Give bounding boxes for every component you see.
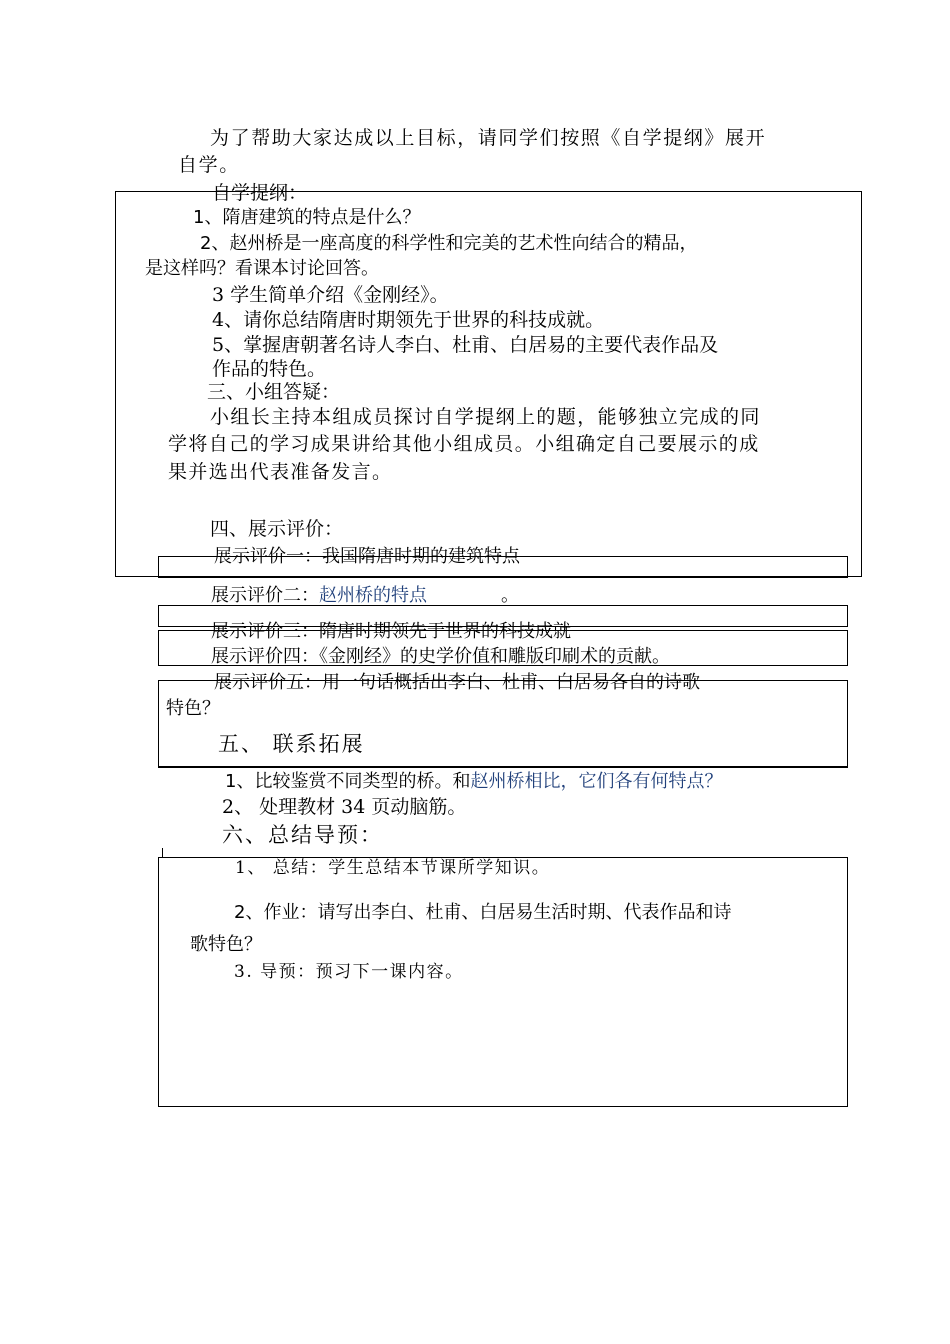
outline-question-3: 3 学生简单介绍《金刚经》。 <box>212 284 449 306</box>
evaluation-item-1 <box>214 545 520 569</box>
section-6-heading: 六、总结导预： <box>222 823 383 847</box>
outline-question-1: 1、隋唐建筑的特点是什么？ <box>193 207 421 228</box>
evaluation-text: 《金刚经》的史学价值和雕版印刷术的贡献。 <box>319 646 670 667</box>
evaluation-item-3 <box>211 620 571 644</box>
evaluation-item-2 <box>211 584 519 608</box>
extension-item-2: 2、 处理教材 34 页动脑筋。 <box>222 796 467 818</box>
section-3-para-line-1: 小组长主持本组成员探讨自学提纲上的题，能够独立完成的同 <box>210 406 761 428</box>
section-4-heading: 四、展示评价： <box>210 518 344 540</box>
extension-item-1 <box>225 770 722 794</box>
evaluation-item-5-line-2: 特色？ <box>166 698 220 719</box>
intro-line-2: 自学。 <box>178 154 240 176</box>
divider-line <box>158 767 848 768</box>
section-3-heading: 三、小组答疑： <box>207 381 341 403</box>
evaluation-text: 我国隋唐时期的建筑特点 <box>322 546 520 567</box>
tick-mark <box>162 848 163 858</box>
evaluation-item-4 <box>211 645 670 669</box>
evaluation-suffix: 。 <box>501 585 519 606</box>
outline-question-5-line-1: 5、掌握唐朝著名诗人李白、杜甫、白居易的主要代表作品及 <box>212 334 719 356</box>
summary-item-1: 1、 总结：学生总结本节课所学知识。 <box>235 858 551 878</box>
section-5-heading: 五、 联系拓展 <box>218 732 365 756</box>
outline-question-5-line-2: 作品的特色。 <box>212 358 327 380</box>
evaluation-text: 隋唐时期领先于世界的科技成就 <box>319 621 571 642</box>
evaluation-label: 展示评价二： <box>211 585 319 606</box>
summary-item-2-line-1: 2、作业：请写出李白、杜甫、白居易生活时期、代表作品和诗 <box>234 902 732 923</box>
evaluation-label: 展示评价五： <box>214 672 322 693</box>
extension-item-1-highlight: 赵州桥相比，它们各有何特点？ <box>470 771 723 792</box>
evaluation-label: 展示评价三： <box>211 621 319 642</box>
section-3-para-line-3: 果并选出代表准备发言。 <box>168 461 393 483</box>
outline-question-2-line-2: 是这样吗？看课本讨论回答。 <box>145 258 379 279</box>
section-3-para-line-2: 学将自己的学习成果讲给其他小组成员。小组确定自己要展示的成 <box>168 433 760 455</box>
summary-item-2-line-2: 歌特色？ <box>190 934 262 955</box>
intro-line-1: 为了帮助大家达成以上目标，请同学们按照《自学提纲》展开 <box>210 127 767 149</box>
outline-question-2-line-1: 2、赵州桥是一座高度的科学性和完美的艺术性向结合的精品， <box>200 233 698 254</box>
outline-question-4: 4、请你总结隋唐时期领先于世界的科技成就。 <box>212 309 605 331</box>
evaluation-label: 展示评价四： <box>211 646 319 667</box>
extension-item-1-prefix: 1、比较鉴赏不同类型的桥。和 <box>225 771 471 792</box>
evaluation-label: 展示评价一： <box>214 546 322 567</box>
evaluation-text: 用一句话概括出李白、杜甫、白居易各自的诗歌 <box>322 672 700 693</box>
outline-heading: 自学提纲： <box>212 182 308 204</box>
evaluation-item-5 <box>214 671 700 695</box>
evaluation-text: 赵州桥的特点 <box>319 585 427 606</box>
summary-item-3: 3. 导预：预习下一课内容。 <box>234 962 464 982</box>
